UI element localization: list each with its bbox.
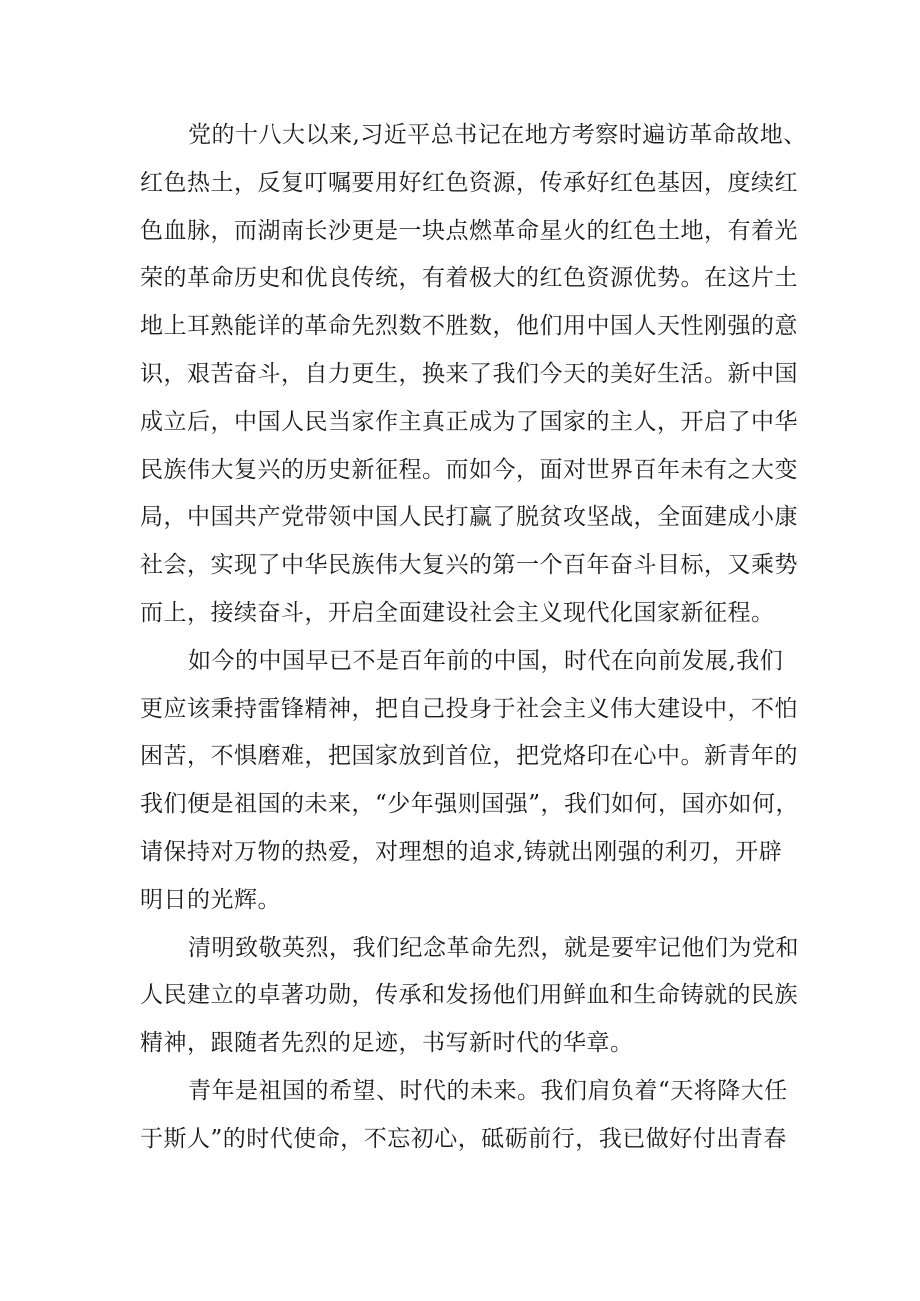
paragraph-2-line-2: 更应该秉持雷锋精神，把自己投身于社会主义伟大建设中，不怕	[140, 696, 798, 722]
paragraph-2-line-4: 我们便是祖国的未来，“少年强则国强”，我们如何，国亦如何，	[140, 791, 800, 817]
paragraph-1-line-3: 色血脉，而湖南长沙更是一块点燃革命星火的红色土地，有着光	[140, 218, 798, 244]
paragraph-3-line-1: 清明致敬英烈，我们纪念革命先烈，就是要牢记他们为党和	[188, 935, 799, 961]
paragraph-2-line-6: 明日的光辉。	[140, 887, 281, 913]
paragraph-2-line-3: 困苦，不惧磨难，把国家放到首位，把党烙印在心中。新青年的	[140, 743, 798, 769]
paragraph-1-line-10: 社会，实现了中华民族伟大复兴的第一个百年奋斗目标，又乘势	[140, 552, 798, 578]
paragraph-1-line-1: 党的十八大以来,习近平总书记在地方考察时遍访革命故地、	[188, 122, 807, 148]
paragraph-3-line-2: 人民建立的卓著功勋，传承和发扬他们用鲜血和生命铸就的民族	[140, 982, 798, 1008]
paragraph-1-line-11: 而上，接续奋斗，开启全面建设社会主义现代化国家新征程。	[140, 600, 775, 626]
paragraph-2-line-1: 如今的中国早已不是百年前的中国，时代在向前发展,我们	[188, 648, 784, 674]
paragraph-1-line-7: 成立后，中国人民当家作主真正成为了国家的主人，开启了中华	[140, 409, 798, 435]
paragraph-4-line-1: 青年是祖国的希望、时代的未来。我们肩负着“天将降大任	[188, 1078, 788, 1104]
paragraph-1-line-4: 荣的革命历史和优良传统，有着极大的红色资源优势。在这片土	[140, 265, 798, 291]
paragraph-3-line-3: 精神，跟随者先烈的足迹，书写新时代的华章。	[140, 1030, 634, 1056]
paragraph-1-line-9: 局，中国共产党带领中国人民打赢了脱贫攻坚战，全面建成小康	[140, 504, 798, 530]
paragraph-1-line-6: 识，艰苦奋斗，自力更生，换来了我们今天的美好生活。新中国	[140, 361, 798, 387]
paragraph-4-line-2: 于斯人”的时代使命，不忘初心，砥砺前行，我已做好付出青春	[140, 1126, 787, 1152]
paragraph-1-line-5: 地上耳熟能详的革命先烈数不胜数，他们用中国人天性刚强的意	[140, 313, 798, 339]
paragraph-1-line-2: 红色热土，反复叮嘱要用好红色资源，传承好红色基因，度续红	[140, 170, 798, 196]
paragraph-2-line-5: 请保持对万物的热爱，对理想的追求,铸就出刚强的利刃，开辟	[140, 839, 783, 865]
paragraph-1-line-8: 民族伟大复兴的历史新征程。而如今，面对世界百年未有之大变	[140, 457, 798, 483]
